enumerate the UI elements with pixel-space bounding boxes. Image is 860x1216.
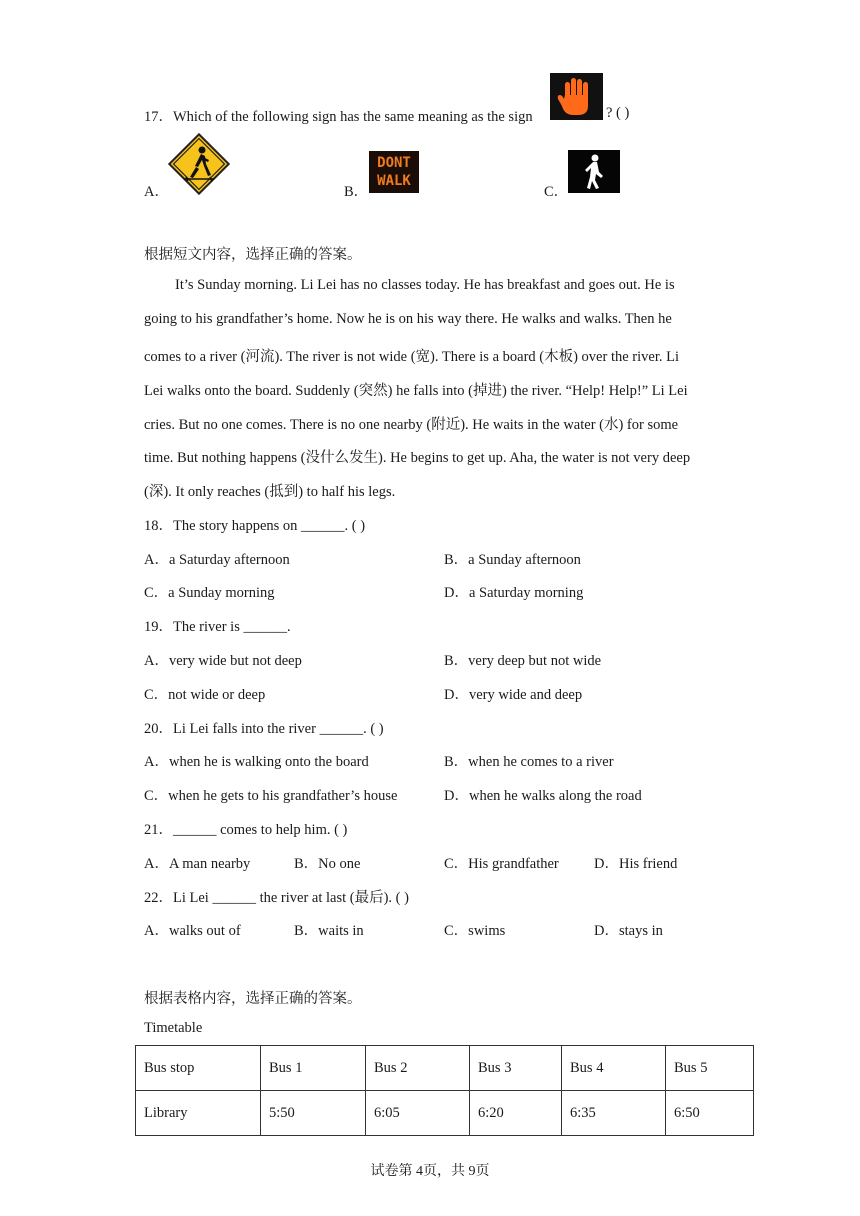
table-cell: Bus 2 bbox=[366, 1046, 470, 1091]
table-cell: 6:20 bbox=[470, 1091, 562, 1136]
q19-option-c[interactable]: C．not wide or deep bbox=[144, 687, 266, 703]
question-18-stem: 18．The story happens on ______. ( ) bbox=[144, 518, 366, 534]
q22-option-c[interactable]: C．swims bbox=[444, 923, 506, 939]
passage-line: It’s Sunday morning. Li Lei has no classes today. He has breakfast and goes out. He is bbox=[175, 277, 675, 293]
section-2-heading: 根据表格内容，选择正确的答案。 bbox=[144, 991, 362, 1007]
timetable bbox=[135, 1045, 754, 1136]
passage-line: Lei walks onto the board. Suddenly (突然) he falls into (掉进) the river. “Help! Help!” Li Lei bbox=[144, 383, 688, 399]
table-cell: Bus stop bbox=[136, 1046, 261, 1091]
table-cell: Bus 1 bbox=[261, 1046, 366, 1091]
table-cell: Bus 5 bbox=[666, 1046, 754, 1091]
passage-line: time. But nothing happens (没什么发生). He begins to get up. Aha, the water is not very deep bbox=[144, 450, 691, 466]
q20-option-a[interactable]: A．when he is walking onto the board bbox=[144, 754, 369, 770]
table-cell: 5:50 bbox=[261, 1091, 366, 1136]
q20-option-c[interactable]: C．when he gets to his grandfather’s house bbox=[144, 788, 398, 804]
option-a-label: A． bbox=[144, 184, 169, 200]
q21-option-c[interactable]: C．His grandfather bbox=[444, 856, 559, 872]
q18-option-b[interactable]: B．a Sunday afternoon bbox=[444, 552, 581, 568]
q21-option-d[interactable]: D．His friend bbox=[594, 856, 678, 872]
q22-option-b[interactable]: B．waits in bbox=[294, 923, 364, 939]
table-title: Timetable bbox=[144, 1020, 203, 1036]
passage-line: comes to a river (河流). The river is not wide (宽). There is a board (木板) over the river. Li bbox=[144, 349, 679, 365]
table-cell: 6:50 bbox=[666, 1091, 754, 1136]
table-row bbox=[136, 1046, 754, 1091]
table-cell: Bus 3 bbox=[470, 1046, 562, 1091]
table-cell: 6:05 bbox=[366, 1091, 470, 1136]
dont-walk-sign-line-2: WALK bbox=[377, 173, 411, 189]
table-cell: 6:35 bbox=[562, 1091, 666, 1136]
dont-walk-sign-line-1: DONT bbox=[377, 155, 411, 171]
q18-option-d[interactable]: D．a Saturday morning bbox=[444, 585, 584, 601]
q19-option-a[interactable]: A．very wide but not deep bbox=[144, 653, 302, 669]
question-20-stem: 20．Li Lei falls into the river ______. ( ) bbox=[144, 721, 384, 737]
q18-option-a[interactable]: A．a Saturday afternoon bbox=[144, 552, 290, 568]
q20-option-d[interactable]: D．when he walks along the road bbox=[444, 788, 642, 804]
q22-option-d[interactable]: D．stays in bbox=[594, 923, 663, 939]
question-19-stem: 19．The river is ______. bbox=[144, 619, 291, 635]
q19-option-b[interactable]: B．very deep but not wide bbox=[444, 653, 602, 669]
table-cell: Bus 4 bbox=[562, 1046, 666, 1091]
q18-option-c[interactable]: C．a Sunday morning bbox=[144, 585, 275, 601]
passage-line: going to his grandfather’s home. Now he is on his way there. He walks and walks. Then he bbox=[144, 311, 672, 327]
question-22-stem: 22．Li Lei ______ the river at last (最后). ( ) bbox=[144, 890, 409, 906]
table-row bbox=[136, 1091, 754, 1136]
q21-option-b[interactable]: B．No one bbox=[294, 856, 361, 872]
section-1-heading: 根据短文内容，选择正确的答案。 bbox=[144, 247, 362, 263]
page-footer: 试卷第 4页，共 9页 bbox=[370, 1164, 490, 1179]
q19-option-d[interactable]: D．very wide and deep bbox=[444, 687, 583, 703]
table-cell: Library bbox=[136, 1091, 261, 1136]
passage-line: cries. But no one comes. There is no one nearby (附近). He waits in the water (水) for some bbox=[144, 417, 679, 433]
question-17-stem: 17．Which of the following sign has the same meaning as the sign bbox=[144, 109, 533, 125]
option-b-label: B． bbox=[344, 184, 369, 200]
q21-option-a[interactable]: A．A man nearby bbox=[144, 856, 251, 872]
option-c-label: C． bbox=[544, 184, 569, 200]
question-21-stem: 21．______ comes to help him. ( ) bbox=[144, 822, 348, 838]
q20-option-b[interactable]: B．when he comes to a river bbox=[444, 754, 614, 770]
orange-hand-stop-signal-icon bbox=[550, 73, 603, 120]
q22-option-a[interactable]: A．walks out of bbox=[144, 923, 241, 939]
question-17-tail: ? ( ) bbox=[606, 105, 630, 121]
passage-line: (深). It only reaches (抵到) to half his legs. bbox=[144, 484, 396, 500]
pedestrian-crossing-sign-icon[interactable] bbox=[168, 133, 230, 195]
dont-walk-sign-icon[interactable] bbox=[369, 151, 419, 193]
walking-person-signal-icon[interactable] bbox=[568, 150, 620, 193]
